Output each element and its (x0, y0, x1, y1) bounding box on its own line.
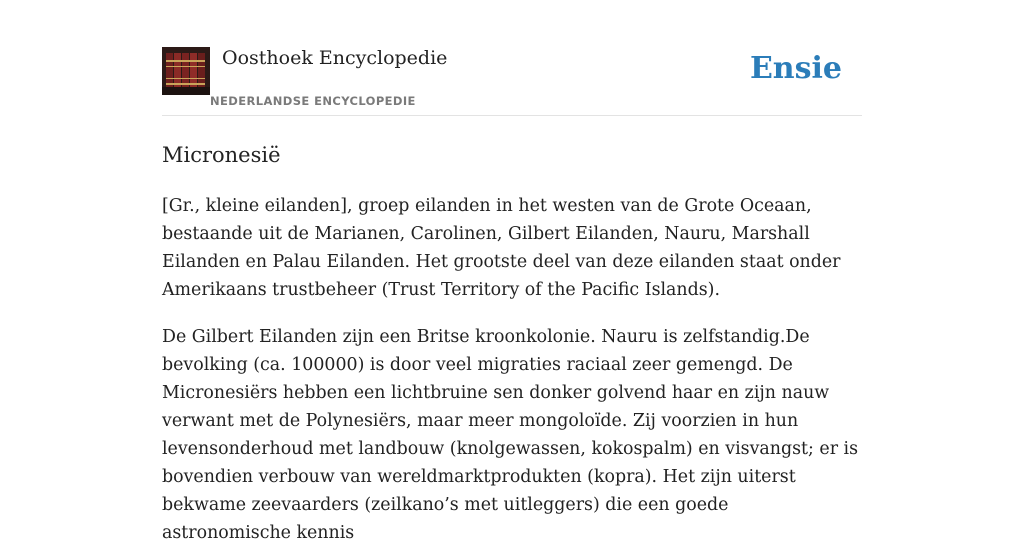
article-paragraph: [Gr., kleine eilanden], groep eilanden in het westen van de Grote Oceaan, bestaande uit de Marianen, Carolinen, Gilbert Eilanden, Nauru, Marshall Eilanden en Palau Eilanden. Het grootste deel van deze eilanden staat onder Amerikaans trustbeheer (Trust Territory of the Pacific Islands). (162, 196, 841, 300)
article-title: Micronesië (162, 143, 281, 167)
article-paragraph: De Gilbert Eilanden zijn een Britse kroonkolonie. Nauru is zelfstandig.De bevolking (ca. 100000) is door veel migraties raciaal zeer gemengd. De Micronesiërs hebben een lichtbruine sen donker golvend haar en zijn nauw verwant met de Polynesiërs, maar meer mongoloïde. Zij voorzien in hun levensonderhoud met landbouw (knolgewassen, kokospalm) en visvangst; er is bovendien verbouw van wereldmarktprodukten (kopra). Het zijn uiterst bekwame zeevaarders (zeilkano’s met uitleggers) die een goede astronomische kennis (162, 327, 859, 543)
encyclopedia-books-icon[interactable] (162, 47, 210, 95)
brand-logo-link[interactable]: Ensie (749, 51, 842, 86)
site-header (162, 0, 862, 116)
site-title[interactable]: Oosthoek Encyclopedie (222, 47, 448, 69)
site-subtitle: NEDERLANDSE ENCYCLOPEDIE (210, 94, 416, 108)
